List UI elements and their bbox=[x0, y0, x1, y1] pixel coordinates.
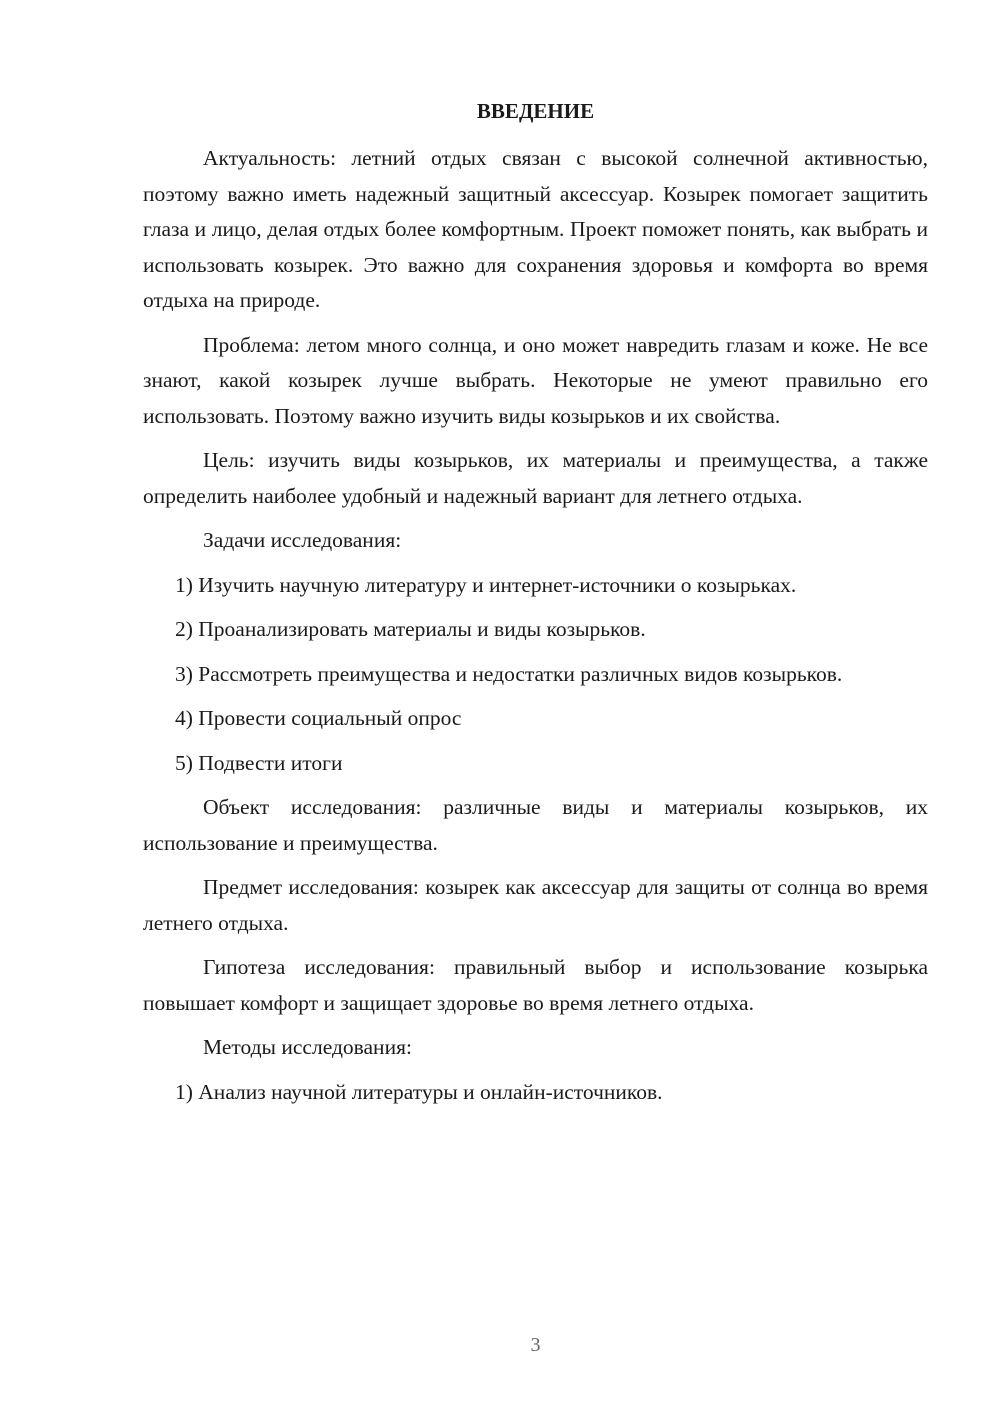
paragraph-methods-heading: Методы исследования: bbox=[203, 1035, 412, 1059]
task-item-1: 1) Изучить научную литературу и интернет-источники о козырьках. bbox=[175, 572, 797, 597]
task-item-4: 4) Провести социальный опрос bbox=[175, 706, 462, 730]
task-item-3: 3) Рассмотреть преимущества и недостатки различных видов козырьков. bbox=[175, 661, 843, 686]
paragraph-hypothesis: Гипотеза исследования: правильный выбор и использование козырька повышает комфорт и защищает здоровье во время летнего отдыха. bbox=[143, 955, 928, 1015]
task-item-5: 5) Подвести итоги bbox=[175, 750, 343, 775]
document-page bbox=[143, 0, 928, 1414]
paragraph-object: Объект исследования: различные виды и материалы козырьков, их использование и преимущества. bbox=[143, 795, 928, 855]
section-title: ВВЕДЕНИЕ bbox=[476, 99, 595, 123]
paragraph-subject: Предмет исследования: козырек как аксессуар для защиты от солнца во время летнего отдыха. bbox=[143, 875, 928, 935]
method-item-1: 1) Анализ научной литературы и онлайн-источников. bbox=[175, 1079, 663, 1104]
task-item-2: 2) Проанализировать материалы и виды козырьков. bbox=[175, 617, 646, 641]
page-number: 3 bbox=[530, 1334, 541, 1356]
paragraph-tasks-heading: Задачи исследования: bbox=[203, 528, 402, 552]
paragraph-problem: Проблема: летом много солнца, и оно может навредить глазам и коже. Не все знают, какой козырек лучше выбрать. Некоторые не умеют правильно его использовать. Поэтому важно изучить виды козырьков и их свойства. bbox=[143, 332, 928, 428]
paragraph-goal: Цель: изучить виды козырьков, их материалы и преимущества, а также определить наиболее удобный и надежный вариант для летнего отдыха. bbox=[143, 448, 928, 508]
document-body bbox=[143, 141, 928, 1119]
paragraph-relevance: Актуальность: летний отдых связан с высокой солнечной активностью, поэтому важно иметь надежный защитный аксессуар. Козырек помогает защитить глаза и лицо, делая отдых более комфортным. Проект поможет понять, как выбрать и использовать козырек. Это важно для сохранения здоровья и комфорта во время отдыха на природе. bbox=[143, 146, 928, 312]
